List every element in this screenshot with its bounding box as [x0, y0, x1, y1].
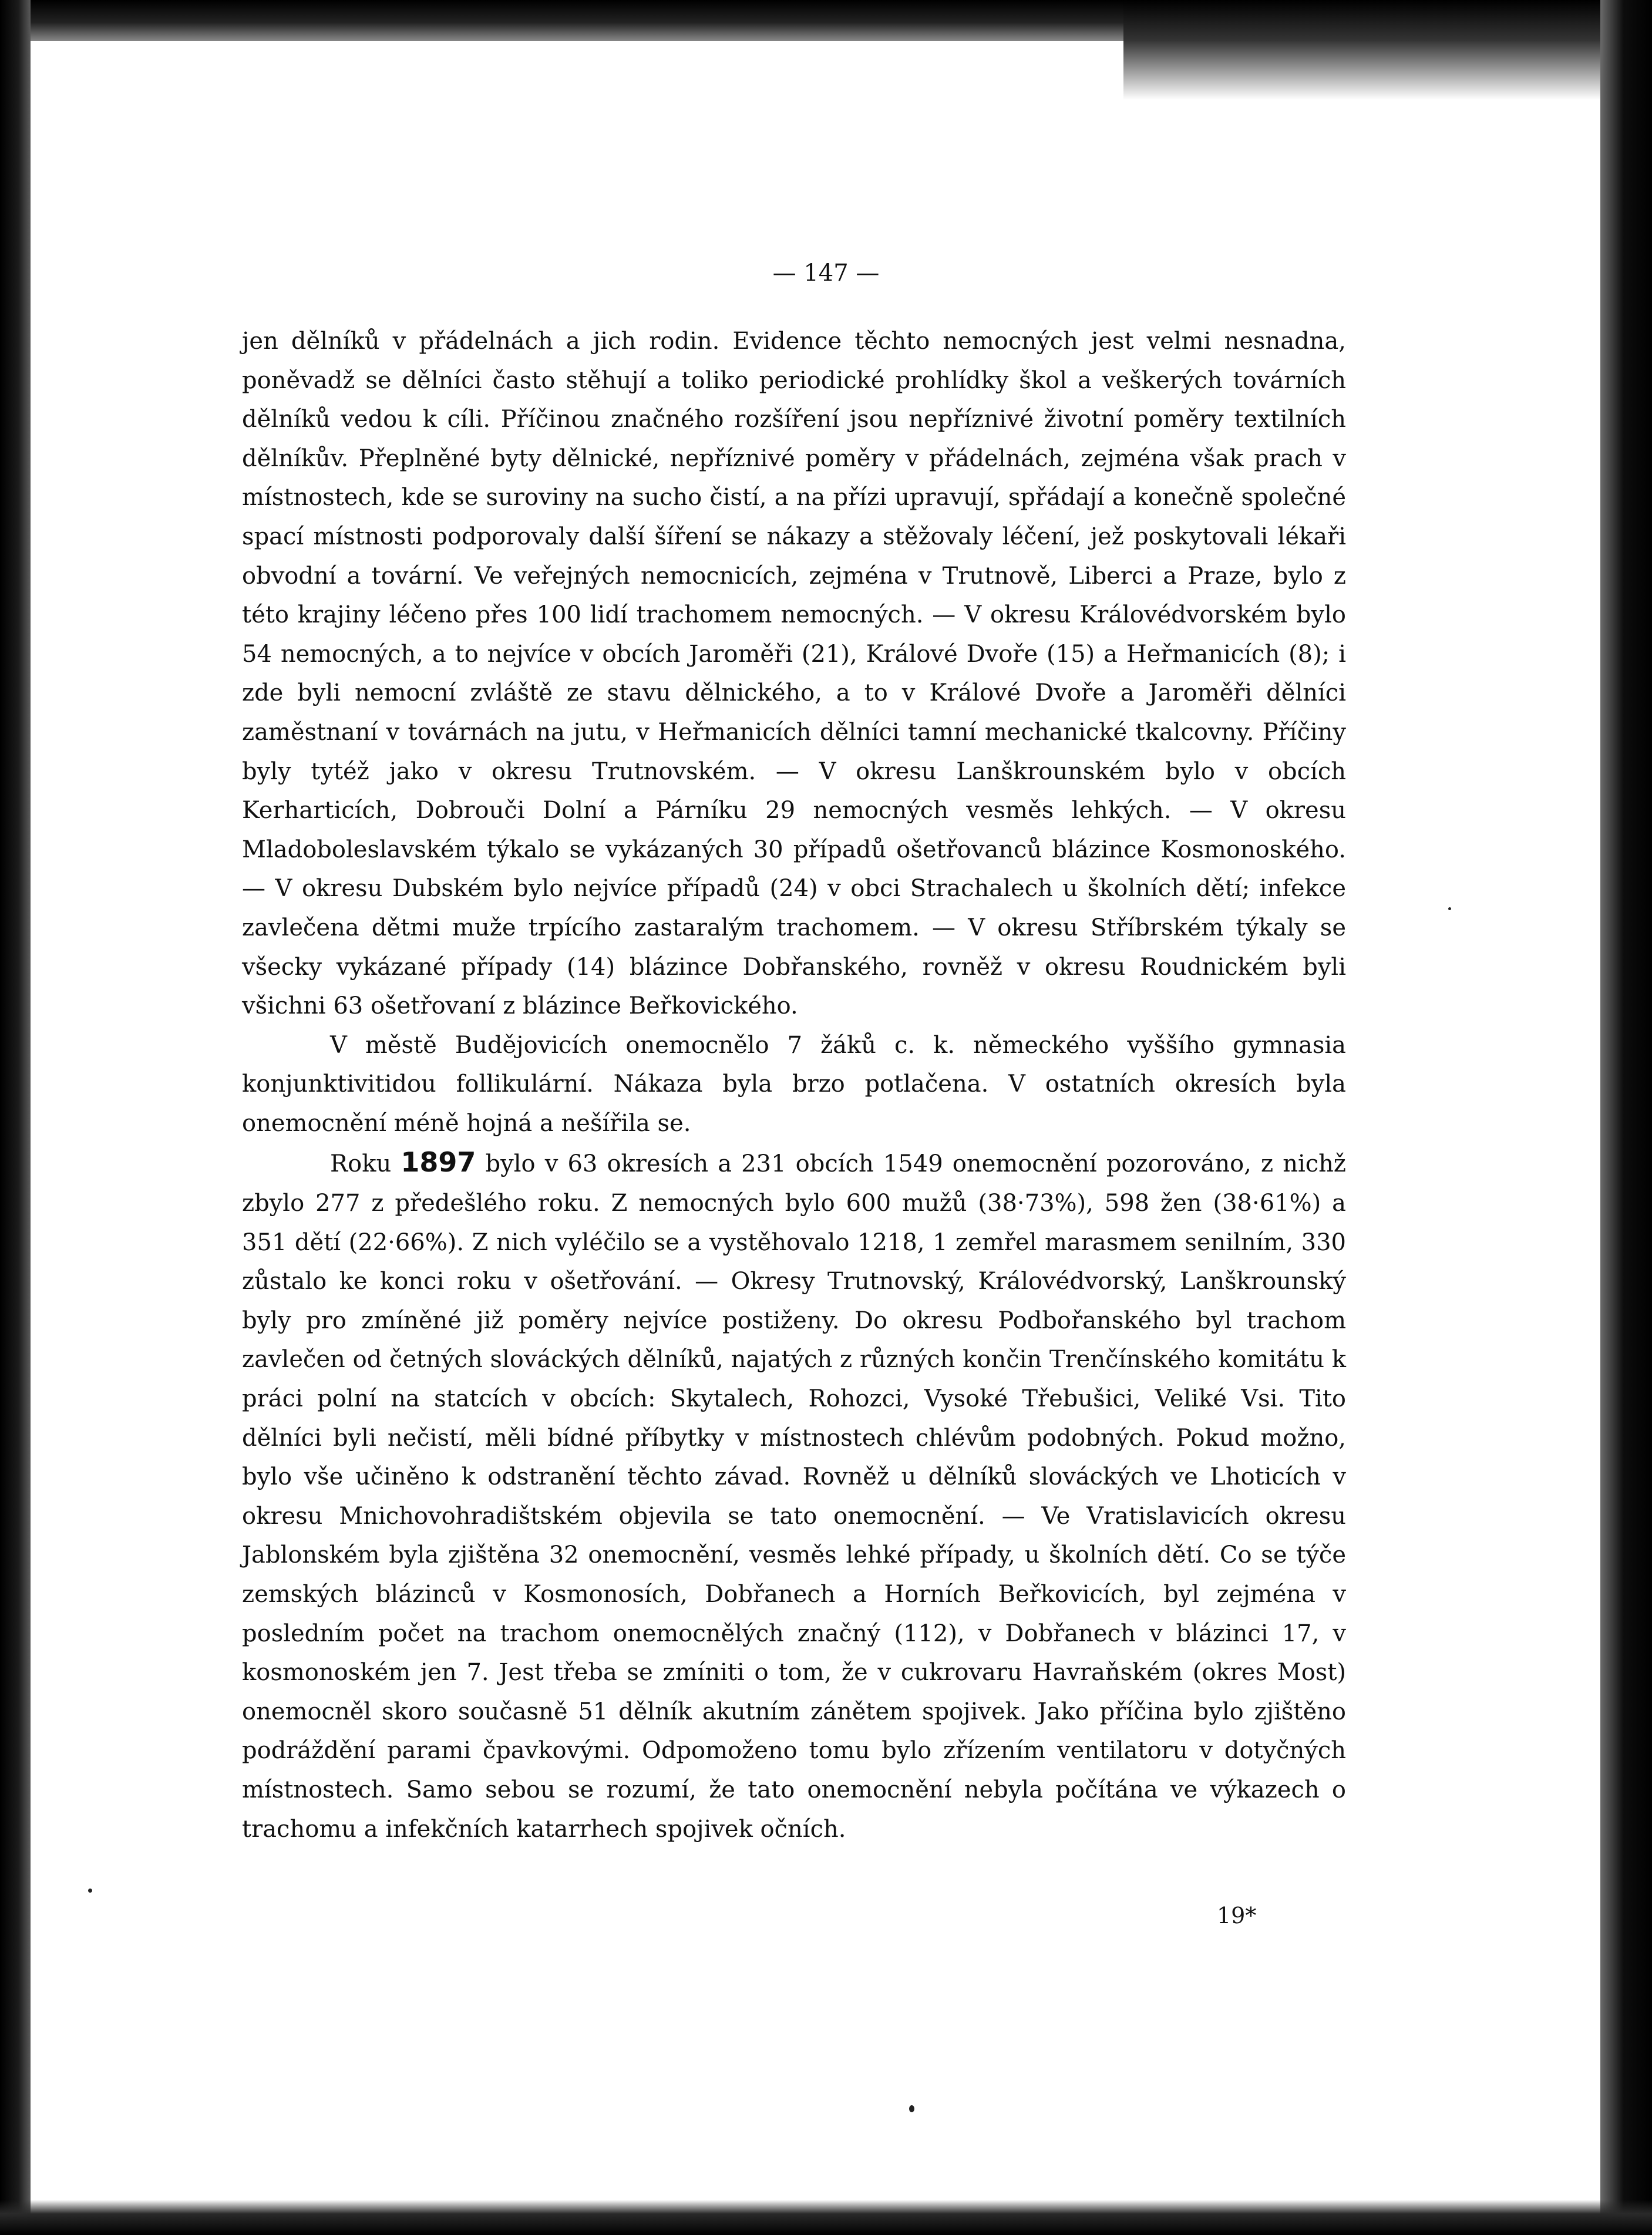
paragraph-continuation: jen dělníků v přádelnách a jich rodin. Evidence těchto nemocných jest velmi nesnadna, poněvadž se dělníci často stěhují a toliko periodické prohlídky škol a veškerých továrních dělníků vedou k cíli. Příčinou značného rozšíření jsou nepříznivé životní poměry textilních dělníkův. Přeplněné byty dělnické, nepříznivé poměry v přádelnách, zejména však prach v místnostech, kde se suroviny na sucho čistí, a na přízi upravují, spřádají a konečně společné spací místnosti podporovaly další šíření se nákazy a stěžovaly léčení, jež poskytovali lékaři obvodní a tovární. Ve veřejných nemocnicích, zejména v Trutnově, Liberci a Praze, bylo z této krajiny léčeno přes 100 lidí trachomem nemocných. — V okresu Královédvorském bylo 54 nemocných, a to nejvíce v obcích Jaroměři (21), Králové Dvoře (15) a Heřmanicích (8); i zde byli nemocní zvláště ze stavu dělnického, a to v Králové Dvoře a Jaroměři dělníci zaměstnaní v továrnách na jutu, v Heřmanicích dělníci tamní mechanické tkalcovny. Příčiny byly tytéž jako v okresu Trutnovském. — V okresu Lanškrounském bylo v obcích Kerharticích, Dobrouči Dolní a Párníku 29 nemocných vesměs lehkých. — V okresu Mladoboleslavském týkalo se vykázaných 30 případů ošetřovanců blázince Kosmonoského. — V okresu Dubském bylo nejvíce případů (24) v obci Strachalech u školních dětí; infekce zavlečena dětmi muže trpícího zastaralým trachomem. — V okresu Stříbrském týkaly se všecky vykázané případy (14) blázince Dobřanského, rovněž v okresu Roudnickém byli všichni 63 ošetřovaní z blázince Beřkovického. [242, 328, 1346, 1020]
scan-speck [1448, 907, 1451, 910]
scan-speck [909, 2105, 914, 2112]
paragraph-1897 [242, 1143, 1346, 1849]
signature-mark: 19* [1217, 1903, 1257, 1928]
scan-border-bottom [0, 2200, 1652, 2235]
page-number: — 147 — [772, 260, 880, 287]
year-1897: 1897 [401, 1146, 476, 1179]
scan-speck [88, 1889, 92, 1893]
scan-border-top-right [1123, 0, 1652, 100]
scan-border-left [0, 0, 31, 2235]
scan-border-right [1600, 0, 1652, 2235]
body-text [242, 322, 1346, 1849]
paragraph-budejovice: V městě Budějovicích onemocnělo 7 žáků c. k. německého vyššího gymnasia konjunktivitidou follikulární. Nákaza byla brzo potlačena. V ostatních okresích byla onemocnění méně hojná a nešířila se. [242, 1031, 1346, 1137]
paragraph-1897-text: bylo v 63 okresích a 231 obcích 1549 onemocnění pozorováno, z nichž zbylo 277 z předešlého roku. Z nemocných bylo 600 mužů (38·73%), 598 žen (38·61%) a 351 dětí (22·66%). Z nich vyléčilo se a vystěhovalo 1218, 1 zemřel marasmem senilním, 330 zůstalo ke konci roku v ošetřování. — Okresy Trutnovský, Královédvorský, Lanškrounský byly pro zmíněné již poměry nejvíce postiženy. Do okresu Podbořanského byl trachom zavlečen od četných slováckých dělníků, najatých z různých končin Trenčínského komitátu k práci polní na statcích v obcích: Skytalech, Rohozci, Vysoké Třebušici, Veliké Vsi. Tito dělníci byli nečistí, měli bídné příbytky v místnostech chlévům podobných. Pokud možno, bylo vše učiněno k odstranění těchto závad. Rovněž u dělníků slováckých ve Lhoticích v okresu Mnichovohradištském objevila se tato onemocnění. — Ve Vratislavicích okresu Jablonském byla zjištěna 32 onemocnění, vesměs lehké případy, u školních dětí. Co se týče zemských blázinců v Kosmonosích, Dobřanech a Horních Beřkovicích, byl zejména v posledním počet na trachom onemocnělých značný (112), v Dobřanech v blázinci 17, v kosmonoském jen 7. Jest třeba se zmíniti o tom, že v cukrovaru Havraňském (okres Most) onemocněl skoro současně 51 dělník akutním zánětem spojivek. Jako příčina bylo zjištěno podráždění parami čpavkovými. Odpomoženo tomu bylo zřízením ventilatoru v dotyčných místnostech. Samo sebou se rozumí, že tato onemocnění nebyla počítána ve výkazech o trachomu a infekčních katarrhech spojivek očních. [242, 1150, 1347, 1843]
paragraph-1897-lead: Roku [330, 1150, 392, 1178]
